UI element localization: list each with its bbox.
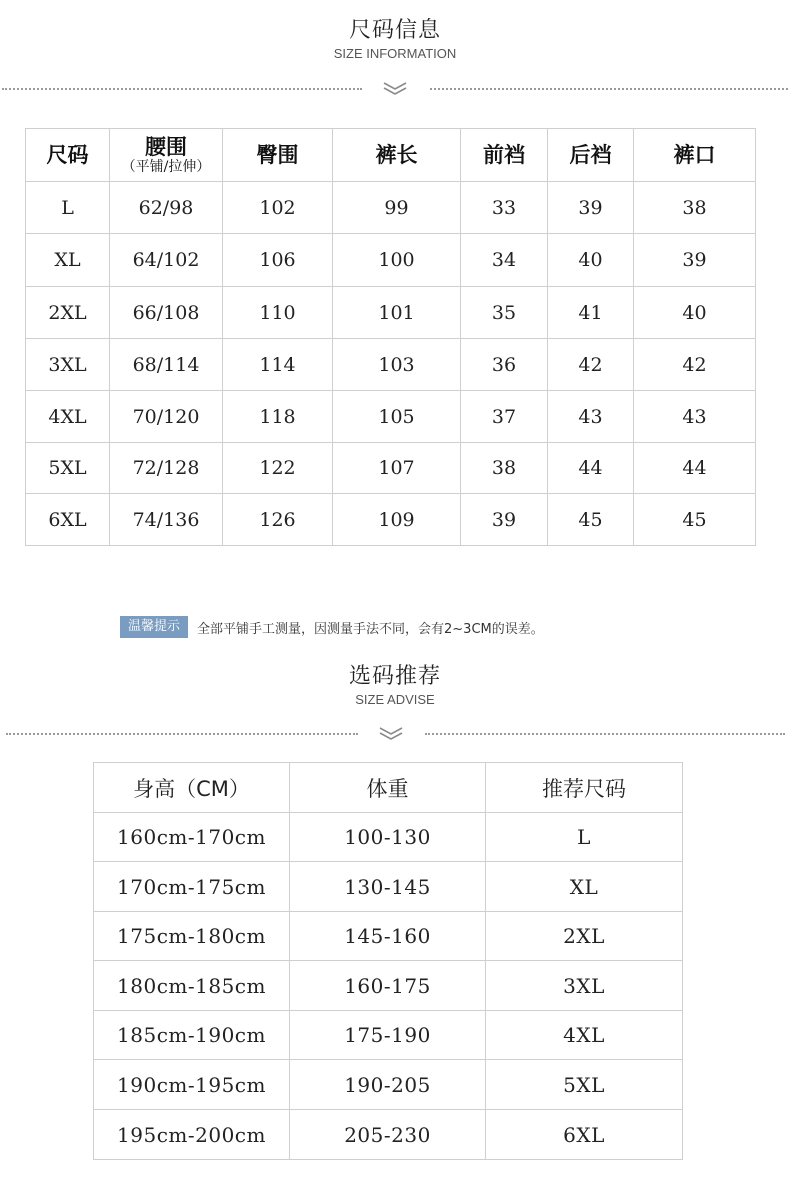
cell: 114: [223, 339, 333, 391]
table-row: [26, 494, 756, 546]
cell: 190-205: [290, 1060, 486, 1110]
table-row: [26, 391, 756, 443]
header-weight: 体重: [290, 763, 486, 813]
size-advise-heading: [0, 664, 790, 708]
cell: 36: [461, 339, 548, 391]
cell: 62/98: [110, 182, 223, 234]
advise-table-header-row: [94, 763, 683, 813]
cell: 2XL: [486, 912, 683, 961]
tip-badge: 温馨提示: [120, 616, 188, 638]
cell: 110: [223, 287, 333, 339]
double-chevron-down-icon: [378, 727, 404, 741]
cell: 33: [461, 182, 548, 234]
cell: 72/128: [110, 443, 223, 494]
cell: 109: [333, 494, 461, 546]
cell: 160-175: [290, 961, 486, 1011]
cell: 195cm-200cm: [94, 1110, 290, 1160]
cell: 105: [333, 391, 461, 443]
table-row: [26, 443, 756, 494]
cell: 190cm-195cm: [94, 1060, 290, 1110]
cell: 101: [333, 287, 461, 339]
cell: 175cm-180cm: [94, 912, 290, 961]
section-divider: [0, 82, 790, 96]
cell: 160cm-170cm: [94, 813, 290, 862]
header-waist: 腰围 （平铺/拉伸）: [110, 129, 223, 182]
cell: 39: [548, 182, 634, 234]
cell: 185cm-190cm: [94, 1011, 290, 1060]
size-info-subtitle: SIZE INFORMATION: [333, 46, 457, 61]
table-row: [26, 339, 756, 391]
table-row: [94, 1060, 683, 1110]
cell: 145-160: [290, 912, 486, 961]
cell: 35: [461, 287, 548, 339]
cell: 74/136: [110, 494, 223, 546]
cell: 4XL: [26, 391, 110, 443]
cell: 99: [333, 182, 461, 234]
header-recommended-size: 推荐尺码: [486, 763, 683, 813]
header-hip: 臀围: [223, 129, 333, 182]
cell: 3XL: [26, 339, 110, 391]
cell: 38: [634, 182, 756, 234]
header-back-rise: 后裆: [548, 129, 634, 182]
cell: L: [26, 182, 110, 234]
cell: 205-230: [290, 1110, 486, 1160]
size-advise-subtitle: SIZE ADVISE: [355, 692, 435, 707]
cell: 118: [223, 391, 333, 443]
cell: 170cm-175cm: [94, 862, 290, 912]
dotted-line-right: [425, 733, 785, 735]
cell: 44: [634, 443, 756, 494]
cell: 103: [333, 339, 461, 391]
table-row: [26, 182, 756, 234]
cell: 102: [223, 182, 333, 234]
header-leg-opening: 裤口: [634, 129, 756, 182]
dotted-line-right: [430, 88, 788, 90]
cell: 5XL: [26, 443, 110, 494]
cell: 45: [548, 494, 634, 546]
cell: 3XL: [486, 961, 683, 1011]
size-table: [25, 128, 756, 546]
size-advise-title: 选码推荐: [348, 664, 441, 689]
header-length: 裤长: [333, 129, 461, 182]
table-row: [94, 1011, 683, 1060]
cell: 107: [333, 443, 461, 494]
cell: 45: [634, 494, 756, 546]
cell: 34: [461, 234, 548, 287]
cell: 2XL: [26, 287, 110, 339]
header-size: 尺码: [26, 129, 110, 182]
size-info-heading: [0, 18, 790, 62]
cell: 43: [634, 391, 756, 443]
cell: 39: [461, 494, 548, 546]
cell: L: [486, 813, 683, 862]
table-row: [94, 912, 683, 961]
cell: 100: [333, 234, 461, 287]
measurement-tip: [120, 616, 544, 638]
cell: 6XL: [486, 1110, 683, 1160]
table-row: [94, 862, 683, 912]
cell: 40: [548, 234, 634, 287]
cell: 40: [634, 287, 756, 339]
cell: 6XL: [26, 494, 110, 546]
cell: 44: [548, 443, 634, 494]
cell: 180cm-185cm: [94, 961, 290, 1011]
cell: XL: [486, 862, 683, 912]
cell: 66/108: [110, 287, 223, 339]
double-chevron-down-icon: [382, 82, 408, 96]
table-row: [26, 234, 756, 287]
dotted-line-left: [2, 88, 362, 90]
cell: 130-145: [290, 862, 486, 912]
cell: 126: [223, 494, 333, 546]
cell: XL: [26, 234, 110, 287]
section-divider: [0, 727, 790, 741]
cell: 5XL: [486, 1060, 683, 1110]
cell: 41: [548, 287, 634, 339]
size-advise-table: [93, 762, 683, 1160]
size-info-title: 尺码信息: [348, 18, 441, 43]
cell: 70/120: [110, 391, 223, 443]
cell: 175-190: [290, 1011, 486, 1060]
table-row: [94, 961, 683, 1011]
cell: 42: [548, 339, 634, 391]
tip-text: 全部平铺手工测量，因测量手法不同，会有2~3CM的误差。: [197, 621, 544, 637]
cell: 100-130: [290, 813, 486, 862]
cell: 42: [634, 339, 756, 391]
cell: 106: [223, 234, 333, 287]
table-row: [94, 1110, 683, 1160]
cell: 39: [634, 234, 756, 287]
cell: 64/102: [110, 234, 223, 287]
cell: 4XL: [486, 1011, 683, 1060]
header-front-rise: 前裆: [461, 129, 548, 182]
size-table-header-row: [26, 129, 756, 182]
cell: 38: [461, 443, 548, 494]
cell: 68/114: [110, 339, 223, 391]
header-height: 身高（CM）: [94, 763, 290, 813]
dotted-line-left: [6, 733, 358, 735]
table-row: [94, 813, 683, 862]
cell: 37: [461, 391, 548, 443]
cell: 43: [548, 391, 634, 443]
cell: 122: [223, 443, 333, 494]
table-row: [26, 287, 756, 339]
